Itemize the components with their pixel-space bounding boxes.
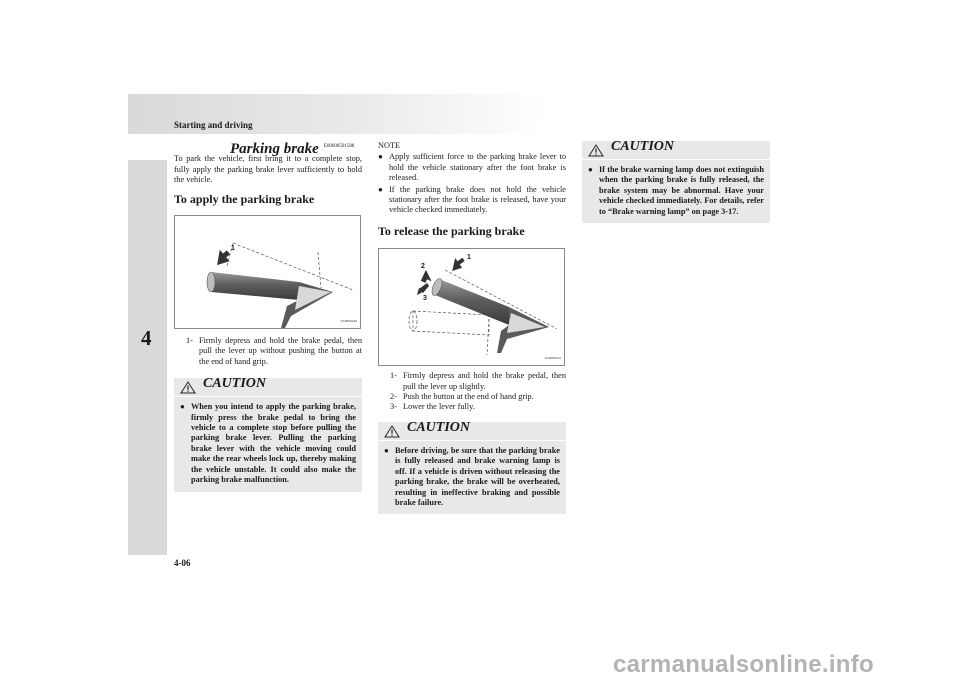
caution-text [588, 165, 764, 217]
step-text: Firmly depress and hold the brake pedal, then pull the lever up slightly. [403, 371, 566, 391]
list-item [378, 371, 566, 392]
caution-text [384, 446, 560, 508]
release-arrow-label-1: 1 [467, 254, 471, 262]
intro-paragraph: To park the vehicle, first bring it to a complete stop, fully apply the parking brake lever sufficiently to hold the vehicle. [174, 154, 362, 185]
section-title [174, 141, 362, 157]
column-middle [378, 141, 566, 514]
release-figure [378, 248, 565, 366]
caution-title: CAUTION [611, 139, 675, 154]
caution-text [180, 402, 356, 485]
step-number: 2- [390, 392, 397, 402]
warning-triangle-icon [180, 381, 196, 394]
apply-steps [174, 336, 362, 367]
note-label: NOTE [378, 141, 401, 150]
caution-header [378, 419, 566, 441]
step-number: 3- [390, 402, 397, 412]
caution-title: CAUTION [407, 419, 471, 435]
apply-lever-illustration [175, 216, 360, 328]
note-item [378, 152, 566, 183]
apply-heading: To apply the parking brake [174, 191, 315, 206]
step-number: 1- [186, 336, 193, 346]
warning-lamp-caution-box [582, 141, 770, 223]
warning-triangle-icon [384, 425, 400, 438]
section-code: E00600501588 [323, 144, 355, 149]
note-item-text: If the parking brake does not hold the vehicle stationary after the foot brake is released, have your vehicle checked immediately. [389, 184, 566, 215]
apply-caution-box [174, 378, 362, 491]
list-item [378, 392, 566, 402]
caution-text-content: Before driving, be sure that the parking brake is fully released and brake warning lamp is off. If a vehicle is driven without releasing the parking brake, the brake will be overheated, resulting in ineffective braking and possible brake failure. [395, 445, 560, 507]
release-arrow-label-2: 2 [421, 263, 425, 271]
bullet-icon: ● [180, 402, 185, 412]
step-text: Push the button at the end of hand grip. [403, 392, 534, 402]
bullet-icon: ● [378, 184, 383, 194]
note-item [378, 185, 566, 216]
chapter-tab [128, 160, 167, 555]
caution-header [174, 378, 362, 397]
release-heading: To release the parking brake [378, 223, 525, 238]
page-number: 4-06 [174, 558, 191, 568]
list-item [378, 402, 566, 412]
chapter-title: Starting and driving [174, 120, 253, 130]
release-lever-illustration [379, 249, 564, 365]
step-number: 1- [390, 371, 397, 381]
column-right [582, 141, 770, 223]
caution-text-content: If the brake warning lamp does not extinguish when the parking brake is fully released, the brake system may be abnormal. Have your vehicle checked immediately. For details, refer to “Brake warning lamp” on page 3-17. [599, 165, 764, 216]
caution-title: CAUTION [203, 376, 267, 392]
section-title-text: Parking brake [230, 141, 319, 157]
caution-header [582, 141, 770, 160]
footer-watermark-link[interactable]: carmanualsonline.info [613, 651, 875, 678]
note-item-text: Apply sufficient force to the parking brake lever to hold the vehicle stationary after the foot brake is released. [389, 152, 566, 183]
step-text: Lower the lever fully. [403, 402, 475, 412]
apply-figure [174, 215, 361, 329]
release-steps [378, 371, 566, 413]
warning-triangle-icon [588, 144, 604, 157]
list-item [174, 336, 362, 367]
apply-arrow-label: 1 [231, 245, 235, 253]
chapter-number: 4 [141, 326, 152, 350]
step-text: Firmly depress and hold the brake pedal, then pull the lever up without pushing the button at the end of hand grip. [199, 336, 362, 366]
column-left [174, 142, 362, 492]
release-caution-box [378, 419, 566, 514]
bullet-icon: ● [378, 152, 383, 162]
release-arrow-label-3: 3 [423, 295, 427, 303]
bullet-icon: ● [384, 445, 389, 455]
apply-figure-code: TA0060449 [340, 318, 357, 323]
caution-text-content: When you intend to apply the parking brake, firmly press the brake pedal to bring the vehicle to a complete stop before pulling the parking brake lever. Pulling the parking brake lever with the vehicle moving could make the rear wheels lock up, thereby making the vehicle unstable. It could also make the parking brake malfunction. [191, 402, 356, 485]
bullet-icon: ● [588, 165, 593, 174]
release-figure-code: TA0060452 [544, 355, 561, 360]
